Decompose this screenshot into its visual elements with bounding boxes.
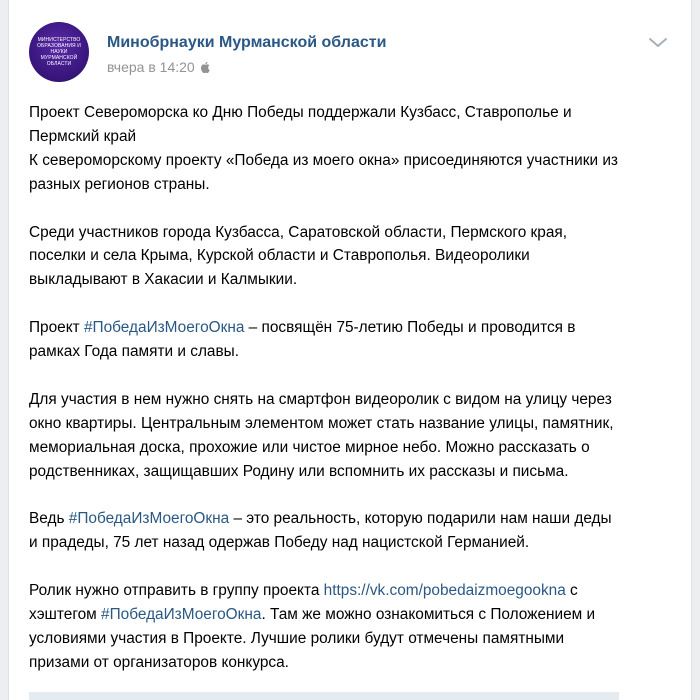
text-line [29, 603, 669, 627]
text-line: окно квартиры. Центральным элементом может стать название улицы, памятник, [29, 414, 614, 432]
avatar-logo-text: МИНИСТЕРСТВО ОБРАЗОВАНИЯ И НАУКИ МУРМАНСКОЙ ОБЛАСТИ [37, 37, 81, 67]
paragraph-4 [29, 388, 669, 484]
text-fragment: хэштегом [29, 605, 102, 623]
paragraph-5 [29, 507, 669, 555]
text-line: и прадеды, 75 лет назад одержав Победу над нацистской Германией. [29, 534, 530, 552]
group-url-link[interactable]: https://vk.com/pobedaizmoegookna [323, 582, 566, 600]
post-timestamp[interactable]: вчера в 14:20 [107, 59, 195, 75]
text-line [29, 316, 669, 340]
text-line [29, 579, 669, 603]
text-line: условиями участия в Проекте. Лучшие ролики будут отмечены памятными [29, 629, 565, 647]
post-author-name[interactable]: Минобрнауки Мурманской области [107, 34, 387, 51]
hashtag-link[interactable]: #ПобедаИзМоегоОкна [83, 319, 245, 337]
paragraph-2 [29, 221, 669, 293]
text-line: поселки и села Крыма, Курской области и Ставрополья. Видеоролики [29, 247, 530, 265]
text-line: мемориальная доска, прохожие или чистое мирное небо. Можно рассказать о [29, 438, 590, 456]
text-line: Проект Североморска ко Дню Победы поддержали Кузбасс, Ставрополье и [29, 104, 572, 121]
text-line [29, 507, 669, 531]
post-meta [107, 59, 210, 75]
text-fragment: – посвящён 75-летию Победы и проводится в [244, 319, 576, 337]
text-line: призами от организаторов конкурса. [29, 653, 289, 671]
text-fragment: Ведь [29, 510, 69, 528]
wall-post [8, 0, 692, 700]
apple-icon [200, 61, 210, 73]
paragraph-1 [29, 101, 669, 197]
text-line: рамках Года памяти и славы. [29, 343, 239, 361]
text-line: Для участия в нем нужно снять на смартфон видеоролик с видом на улицу через [29, 390, 612, 408]
chevron-down-icon[interactable] [647, 36, 669, 50]
hashtag-link[interactable]: #ПобедаИзМоегоОкна [101, 605, 262, 623]
text-fragment: . Там же можно ознакомиться с Положением и [261, 605, 596, 623]
attachment-preview[interactable] [29, 692, 619, 700]
text-line: К североморскому проекту «Победа из моего окна» присоединяются участники из [29, 151, 618, 169]
text-fragment: Проект [29, 319, 84, 337]
hashtag-link[interactable]: #ПобедаИзМоегоОкна [68, 510, 230, 528]
text-fragment: Ролик нужно отправить в группу проекта [29, 582, 324, 600]
avatar[interactable] [29, 22, 89, 82]
text-line: Пермский край [29, 127, 137, 145]
post-header [29, 22, 669, 82]
text-line: разных регионов страны. [29, 175, 210, 193]
post-text [29, 101, 669, 675]
paragraph-6 [29, 579, 669, 675]
paragraph-3 [29, 316, 669, 364]
text-line: выкладывают в Хакасии и Калмыкии. [29, 271, 298, 289]
text-line: Среди участников города Кузбасса, Саратовской области, Пермского края, [29, 223, 567, 241]
text-fragment: с [565, 582, 578, 600]
text-line: родственниках, защищавших Родину или вспомнить их рассказы и письма. [29, 462, 569, 480]
text-fragment: – это реальность, которую подарили нам наши деды [229, 510, 612, 528]
